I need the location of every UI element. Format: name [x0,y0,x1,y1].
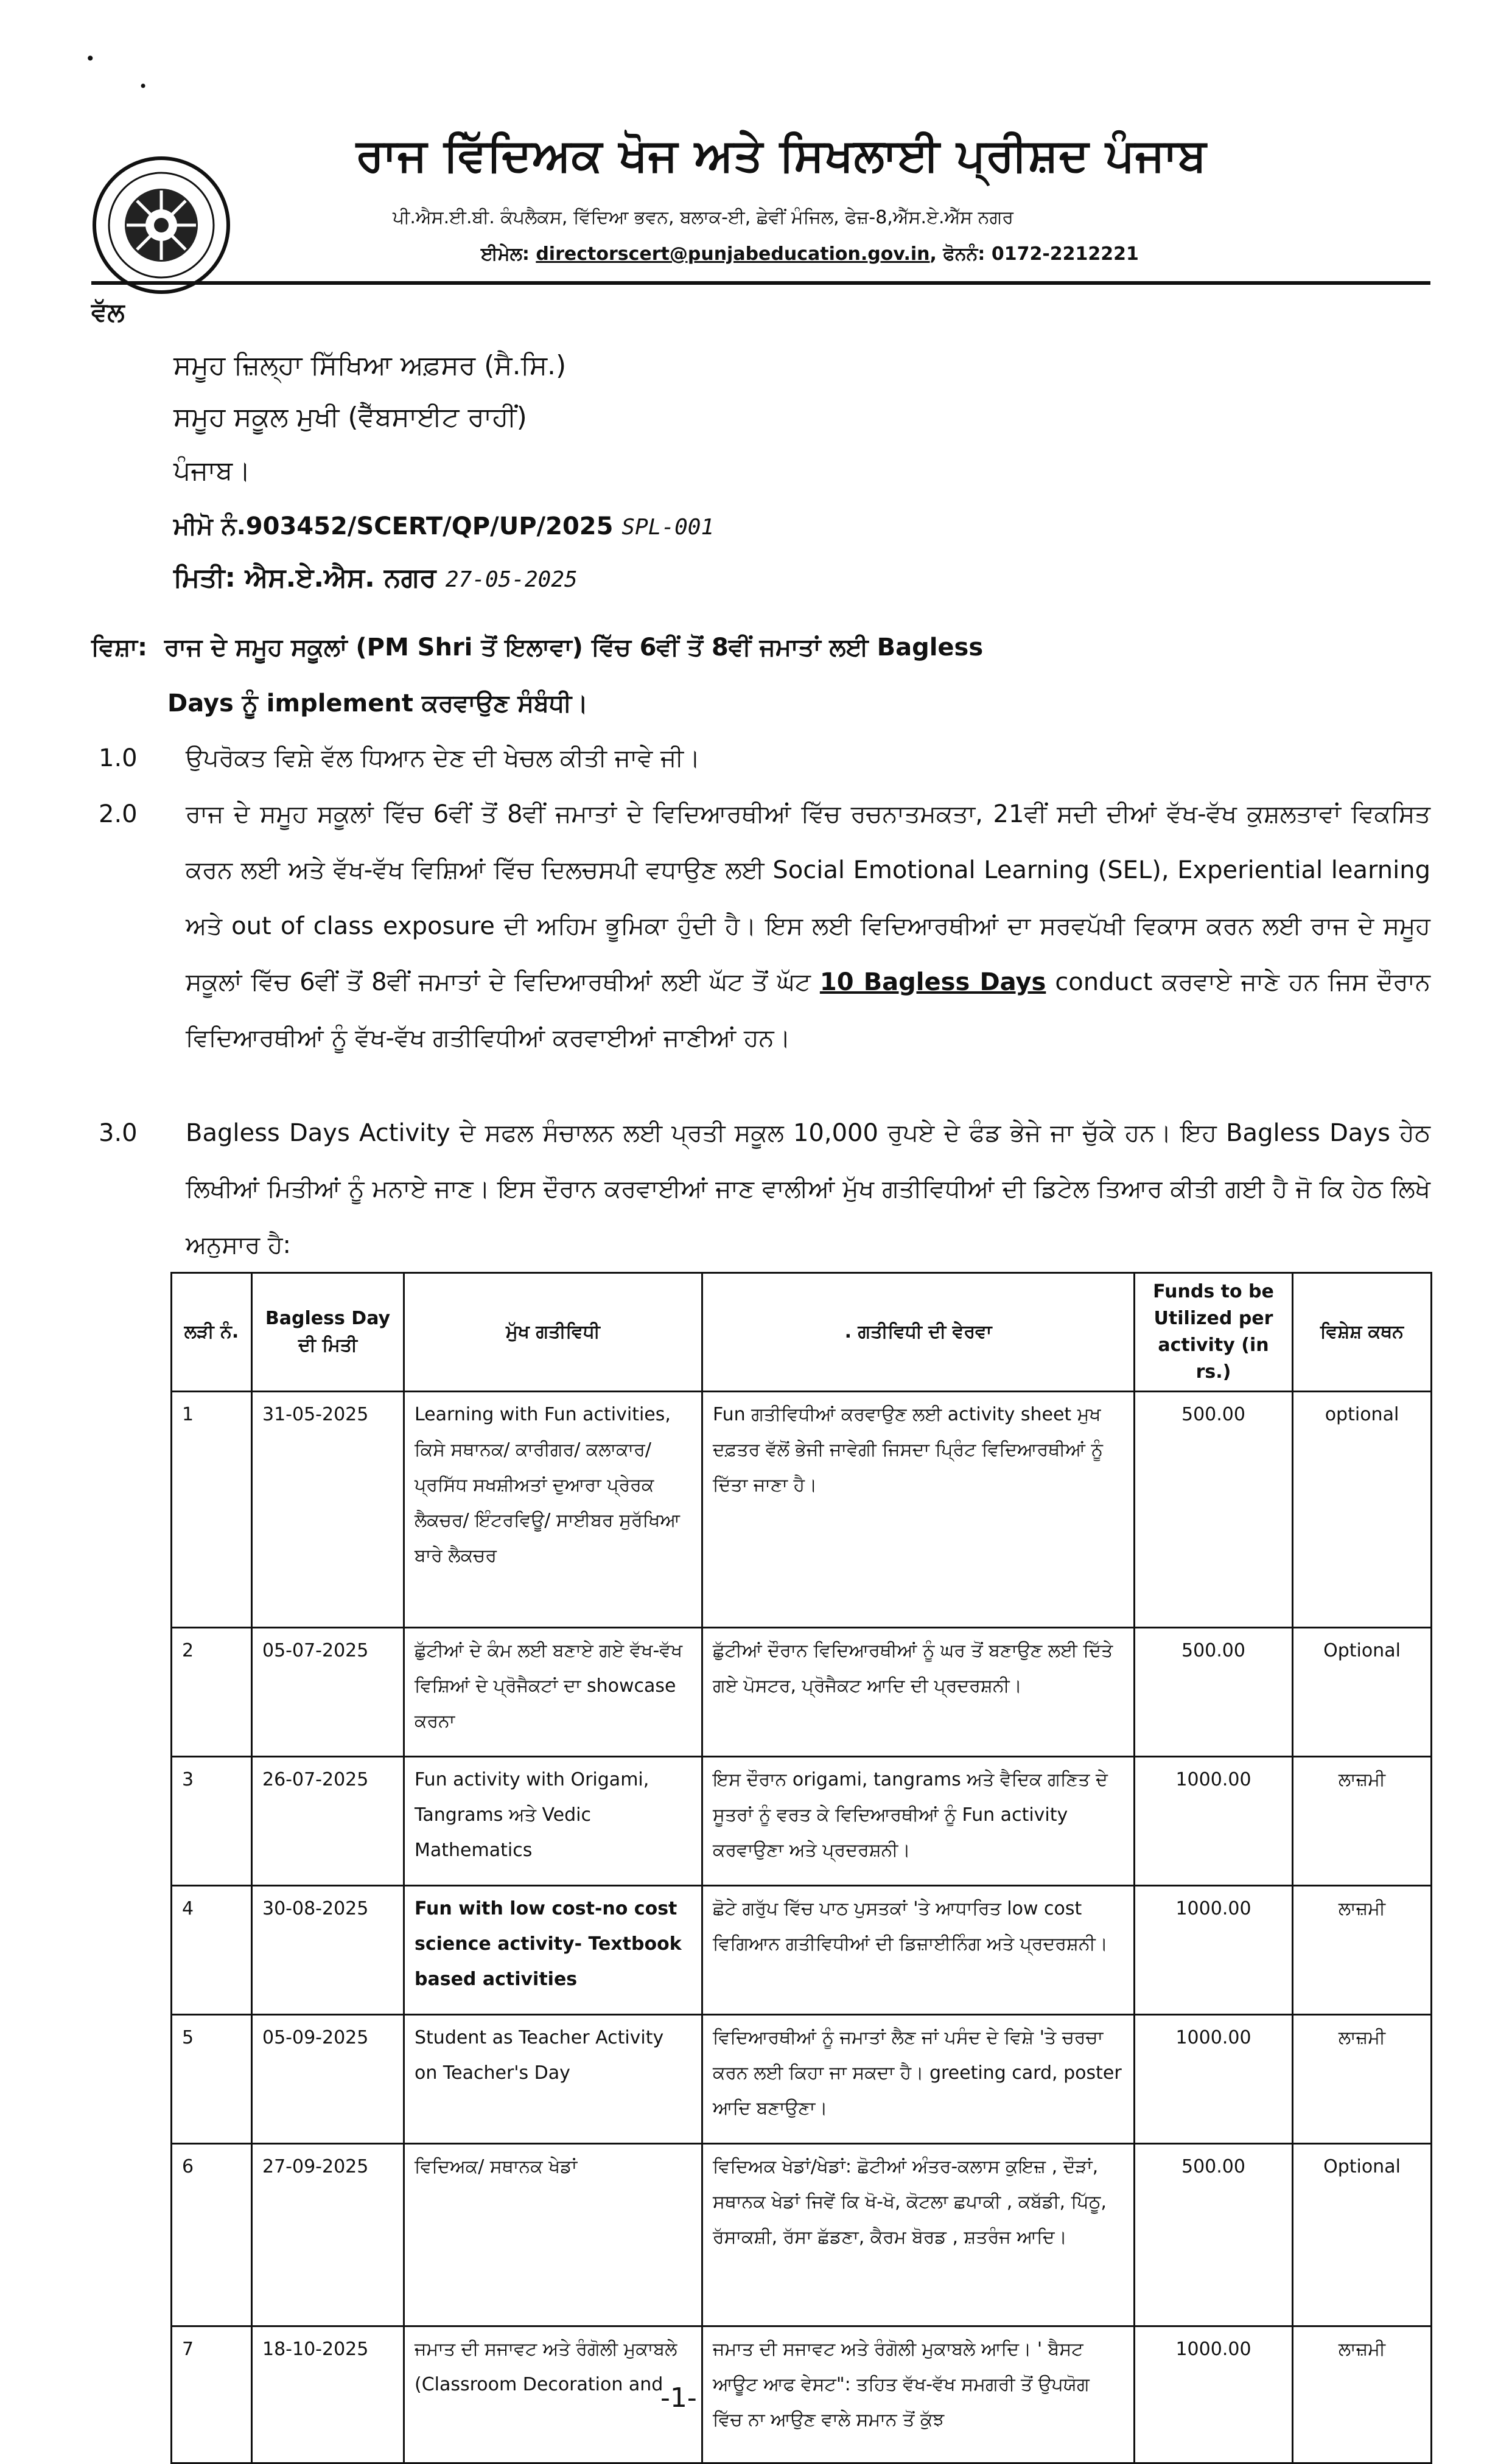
cell-activity: ਜਮਾਤ ਦੀ ਸਜਾਵਟ ਅਤੇ ਰੰਗੋਲੀ ਮੁਕਾਬਲੇ (Classroom Decoration and [404,2326,702,2463]
cell-activity: Fun activity with Origami, Tangrams ਅਤੇ Vedic Mathematics [404,1757,702,1886]
cell-remarks: ਲਾਜ਼ਮੀ [1293,2326,1432,2463]
header-details: . ਗਤੀਵਿਧੀ ਦੀ ਵੇਰਵਾ [702,1273,1135,1392]
cell-serial: 1 [172,1392,252,1628]
cell-date: 18-10-2025 [252,2326,404,2463]
paragraph-text-part: conduct ਕਰਵਾਏ ਜਾਣੇ ਹਨ ਜਿਸ ਦੌਰਾਨ ਵਿਦਿਆਰਥੀਆਂ ਨੂੰ ਵੱਖ-ਵੱਖ ਗਤੀਵਿਧੀਆਂ ਕਰਵਾਈਆਂ ਜਾਣੀਆਂ ਹਨ। [186,968,1430,1052]
cell-serial: 2 [172,1628,252,1757]
cell-serial: 4 [172,1886,252,2015]
cell-remarks: ਲਾਜ਼ਮੀ [1293,2015,1432,2144]
cell-activity: Learning with Fun activities, ਕਿਸੇ ਸਥਾਨਕ/ ਕਾਰੀਗਰ/ ਕਲਾਕਾਰ/ ਪ੍ਰਸਿੱਧ ਸਖਸ਼ੀਅਤਾਂ ਦੁਆਰਾ ਪ੍ਰੇਰਕ ਲੈਕਚਰ/ ਇੰਟਰਵਿਊ/ ਸਾਈਬਰ ਸੁਰੱਖਿਆ ਬਾਰੇ ਲੈਕਚਰ [404,1392,702,1628]
cell-details: ਜਮਾਤ ਦੀ ਸਜਾਵਟ ਅਤੇ ਰੰਗੋਲੀ ਮੁਕਾਬਲੇ ਆਦਿ। ' ਬੈਸਟ ਆਊਟ ਆਫ ਵੇਸਟ": ਤਹਿਤ ਵੱਖ-ਵੱਖ ਸਮਗਰੀ ਤੋਂ ਉਪਯੋਗ ਵਿੱਚ ਨਾ ਆਉਣ ਵਾਲੇ ਸਮਾਨ ਤੋਂ ਕੁੱਝ [702,2326,1135,2463]
cell-funds: 500.00 [1135,2144,1293,2326]
cell-details: ਵਿਦਿਅਕ ਖੇਡਾਂ/ਖੇਡਾਂ: ਛੋਟੀਆਂ ਅੰਤਰ-ਕਲਾਸ ਕੁਇਜ਼ , ਦੌੜਾਂ, ਸਥਾਨਕ ਖੇਡਾਂ ਜਿਵੇਂ ਕਿ ਖੋ-ਖੋ, ਕੋਟਲਾ ਛਪਾਕੀ , ਕਬੱਡੀ, ਪਿੱਠੂ, ਰੱਸਾਕਸ਼ੀ, ਰੱਸਾ ਛੱਡਣਾ, ਕੈਰਮ ਬੋਰਡ , ਸ਼ਤਰੰਜ ਆਦਿ। [702,2144,1135,2326]
cell-funds: 500.00 [1135,1628,1293,1757]
bagless-days-count: 10 Bagless Days [819,968,1046,996]
cell-serial: 3 [172,1757,252,1886]
table-header-row [172,1273,1432,1392]
email-label: ਈਮੇਲ: [481,243,536,265]
cell-activity: ਵਿਦਿਅਕ/ ਸਥਾਨਕ ਖੇਡਾਂ [404,2144,702,2326]
scan-mark: • [85,49,96,69]
addressee-line: ਸਮੂਹ ਜ਼ਿਲ੍ਹਾ ਸਿੱਖਿਆ ਅਫ਼ਸਰ (ਸੈ.ਸਿ.) [173,350,567,381]
scan-mark: • [139,78,148,95]
cell-funds: 500.00 [1135,1392,1293,1628]
email-link[interactable]: directorscert@punjabeducation.gov.in [536,243,930,265]
cell-date: 05-09-2025 [252,2015,404,2144]
table-row [172,1757,1432,1886]
cell-funds: 1000.00 [1135,2326,1293,2463]
memo-handwritten: SPL-001 [621,515,715,540]
phone-number: 0172-2212221 [991,243,1139,265]
cell-serial: 7 [172,2326,252,2463]
header-divider [91,281,1430,285]
org-address: ਪੀ.ਐਸ.ਈ.ਬੀ. ਕੰਪਲੈਕਸ, ਵਿੱਦਿਆ ਭਵਨ, ਬਲਾਕ-ਈ, ਛੇਵੀਂ ਮੰਜਿਲ, ਫੇਜ਼-8,ਐੱਸ.ਏ.ਐੱਸ ਨਗਰ [393,207,1013,228]
table-row [172,1628,1432,1757]
date-label: ਮਿਤੀ: ਐਸ.ਏ.ਐਸ. ਨਗਰ [173,562,436,593]
phone-label: , ਫੋਨਨੰ: [929,243,992,265]
cell-remarks: ਲਾਜ਼ਮੀ [1293,1757,1432,1886]
page-number: -1- [660,2382,697,2413]
scert-seal-logo [91,155,231,295]
paragraph-text [186,786,1430,1066]
cell-remarks: Optional [1293,1628,1432,1757]
paragraph-number: 1.0 [99,744,138,772]
memo-label: ਮੀਮੋ ਨੰ.903452/SCERT/QP/UP/2025 [173,512,614,540]
cell-date: 05-07-2025 [252,1628,404,1757]
table-row [172,2326,1432,2463]
cell-details: ਛੁੱਟੀਆਂ ਦੌਰਾਨ ਵਿਦਿਆਰਥੀਆਂ ਨੂੰ ਘਰ ਤੋਂ ਬਣਾਉਣ ਲਈ ਦਿੱਤੇ ਗਏ ਪੋਸਟਰ, ਪ੍ਰੋਜੈਕਟ ਆਦਿ ਦੀ ਪ੍ਰਦਰਸ਼ਨੀ। [702,1628,1135,1757]
cell-activity: Fun with low cost-no cost science activity- Textbook based activities [404,1886,702,2015]
paragraph-number: 2.0 [99,800,138,828]
cell-remarks: optional [1293,1392,1432,1628]
header-activity: ਮੁੱਖ ਗਤੀਵਿਧੀ [404,1273,702,1392]
paragraph-number: 3.0 [99,1119,138,1147]
header-remarks: ਵਿਸ਼ੇਸ਼ ਕਥਨ [1293,1273,1432,1392]
memo-date [173,562,578,593]
paragraph-text: Bagless Days Activity ਦੇ ਸਫਲ ਸੰਚਾਲਨ ਲਈ ਪ੍ਰਤੀ ਸਕੂਲ 10,000 ਰੁਪਏ ਦੇ ਫੰਡ ਭੇਜੇ ਜਾ ਚੁੱਕੇ ਹਨ। ਇਹ Bagless Days ਹੇਠ ਲਿਖੀਆਂ ਮਿਤੀਆਂ ਨੂੰ ਮਨਾਏ ਜਾਣ। ਇਸ ਦੌਰਾਨ ਕਰਵਾਈਆਂ ਜਾਣ ਵਾਲੀਆਂ ਮੁੱਖ ਗਤੀਵਿਧੀਆਂ ਦੀ ਡਿਟੇਲ ਤਿਆਰ ਕੀਤੀ ਗਈ ਹੈ ਜੋ ਕਿ ਹੇਠ ਲਿਖੇ ਅਨੁਸਾਰ ਹੈ: [186,1119,1430,1259]
org-title: ਰਾਜ ਵਿੱਦਿਅਕ ਖੋਜ ਅਤੇ ਸਿਖਲਾਈ ਪ੍ਰੀਸ਼ਦ ਪੰਜਾਬ [356,129,1207,181]
cell-funds: 1000.00 [1135,1757,1293,1886]
cell-remarks: Optional [1293,2144,1432,2326]
header-date: Bagless Day ਦੀ ਮਿਤੀ [252,1273,404,1392]
cell-date: 30-08-2025 [252,1886,404,2015]
paragraph-text-part: ਰਾਜ ਦੇ ਸਮੂਹ ਸਕੂਲਾਂ ਵਿੱਚ 6ਵੀਂ ਤੋਂ 8ਵੀਂ ਜਮਾਤਾਂ ਦੇ ਵਿਦਿਆਰਥੀਆਂ ਵਿੱਚ ਰਚਨਾਤਮਕਤਾ, 21ਵੀਂ ਸਦੀ ਦੀਆਂ ਵੱਖ-ਵੱਖ ਕੁਸ਼ਲਤਾਵਾਂ ਵਿਕਸਿਤ ਕਰਨ ਲਈ ਅਤੇ ਵੱਖ-ਵੱਖ ਵਿਸ਼ਿਆਂ ਵਿੱਚ ਦਿਲਚਸਪੀ ਵਧਾਉਣ ਲਈ Social Emotional Learning (SEL), Experiential learning ਅਤੇ out of class exposure ਦੀ ਅਹਿਮ ਭੂਮਿਕਾ ਹੁੰਦੀ ਹੈ। ਇਸ ਲਈ ਵਿਦਿਆਰਥੀਆਂ ਦਾ ਸਰਵਪੱਖੀ ਵਿਕਾਸ ਕਰਨ ਲਈ ਰਾਜ ਦੇ ਸਮੂਹ ਸਕੂਲਾਂ ਵਿੱਚ 6ਵੀਂ ਤੋਂ 8ਵੀਂ ਜਮਾਤਾਂ ਦੇ ਵਿਦਿਆਰਥੀਆਂ ਲਈ ਘੱਟ ਤੋਂ ਘੱਟ [186,800,1430,996]
table-row [172,2015,1432,2144]
subject-line-1: ਰਾਜ ਦੇ ਸਮੂਹ ਸਕੂਲਾਂ (PM Shri ਤੋਂ ਇਲਾਵਾ) ਵਿੱਚ 6ਵੀਂ ਤੋਂ 8ਵੀਂ ਜਮਾਤਾਂ ਲਈ Bagless [164,633,984,661]
cell-details: Fun ਗਤੀਵਿਧੀਆਂ ਕਰਵਾਉਣ ਲਈ activity sheet ਮੁਖ ਦਫ਼ਤਰ ਵੱਲੋਂ ਭੇਜੀ ਜਾਵੇਗੀ ਜਿਸਦਾ ਪ੍ਰਿੰਟ ਵਿਦਿਆਰਥੀਆਂ ਨੂੰ ਦਿੱਤਾ ਜਾਣਾ ਹੈ। [702,1392,1135,1628]
subject-line-2: Days ਨੂੰ implement ਕਰਵਾਉਣ ਸੰਬੰਧੀ। [167,689,589,717]
addressee-line: ਸਮੂਹ ਸਕੂਲ ਮੁਖੀ (ਵੈੱਬਸਾਈਟ ਰਾਹੀਂ) [173,402,527,433]
header-serial: ਲੜੀ ਨੰ. [172,1273,252,1392]
cell-details: ਵਿਦਿਆਰਥੀਆਂ ਨੂੰ ਜਮਾਤਾਂ ਲੈਣ ਜਾਂ ਪਸੰਦ ਦੇ ਵਿਸ਼ੇ 'ਤੇ ਚਰਚਾ ਕਰਨ ਲਈ ਕਿਹਾ ਜਾ ਸਕਦਾ ਹੈ। greeting card, poster ਆਦਿ ਬਣਾਉਣਾ। [702,2015,1135,2144]
subject-label: ਵਿਸ਼ਾ: [91,633,147,661]
cell-serial: 5 [172,2015,252,2144]
org-contact [481,243,1139,265]
cell-date: 26-07-2025 [252,1757,404,1886]
cell-serial: 6 [172,2144,252,2326]
cell-activity: ਛੁੱਟੀਆਂ ਦੇ ਕੰਮ ਲਈ ਬਣਾਏ ਗਏ ਵੱਖ-ਵੱਖ ਵਿਸ਼ਿਆਂ ਦੇ ਪ੍ਰੋਜੈਕਟਾਂ ਦਾ showcase ਕਰਨਾ [404,1628,702,1757]
table-row [172,2144,1432,2326]
addressee-label: ਵੱਲ [91,297,125,327]
table-row [172,1886,1432,2015]
table-row [172,1392,1432,1628]
cell-funds: 1000.00 [1135,1886,1293,2015]
date-handwritten: 27-05-2025 [445,567,578,592]
cell-date: 31-05-2025 [252,1392,404,1628]
cell-funds: 1000.00 [1135,2015,1293,2144]
cell-details: ਛੋਟੇ ਗਰੁੱਪ ਵਿੱਚ ਪਾਠ ਪੁਸਤਕਾਂ 'ਤੇ ਆਧਾਰਿਤ low cost ਵਿਗਿਆਨ ਗਤੀਵਿਧੀਆਂ ਦੀ ਡਿਜ਼ਾਈਨਿੰਗ ਅਤੇ ਪ੍ਰਦਰਸ਼ਨੀ। [702,1886,1135,2015]
addressee-line: ਪੰਜਾਬ। [173,455,251,486]
memo-number [173,512,714,540]
cell-activity: Student as Teacher Activity on Teacher's Day [404,2015,702,2144]
cell-date: 27-09-2025 [252,2144,404,2326]
bagless-days-table [170,1272,1432,2464]
subject [91,619,1430,731]
paragraph-text: ਉਪਰੋਕਤ ਵਿਸ਼ੇ ਵੱਲ ਧਿਆਨ ਦੇਣ ਦੀ ਖੇਚਲ ਕੀਤੀ ਜਾਵੇ ਜੀ। [186,744,701,772]
cell-details: ਇਸ ਦੌਰਾਨ origami, tangrams ਅਤੇ ਵੈਦਿਕ ਗਣਿਤ ਦੇ ਸੂਤਰਾਂ ਨੂੰ ਵਰਤ ਕੇ ਵਿਦਿਆਰਥੀਆਂ ਨੂੰ Fun activity ਕਰਵਾਉਣਾ ਅਤੇ ਪ੍ਰਦਰਸ਼ਨੀ। [702,1757,1135,1886]
cell-remarks: ਲਾਜ਼ਮੀ [1293,1886,1432,2015]
header-funds: Funds to be Utilized per activity (in rs.) [1135,1273,1293,1392]
